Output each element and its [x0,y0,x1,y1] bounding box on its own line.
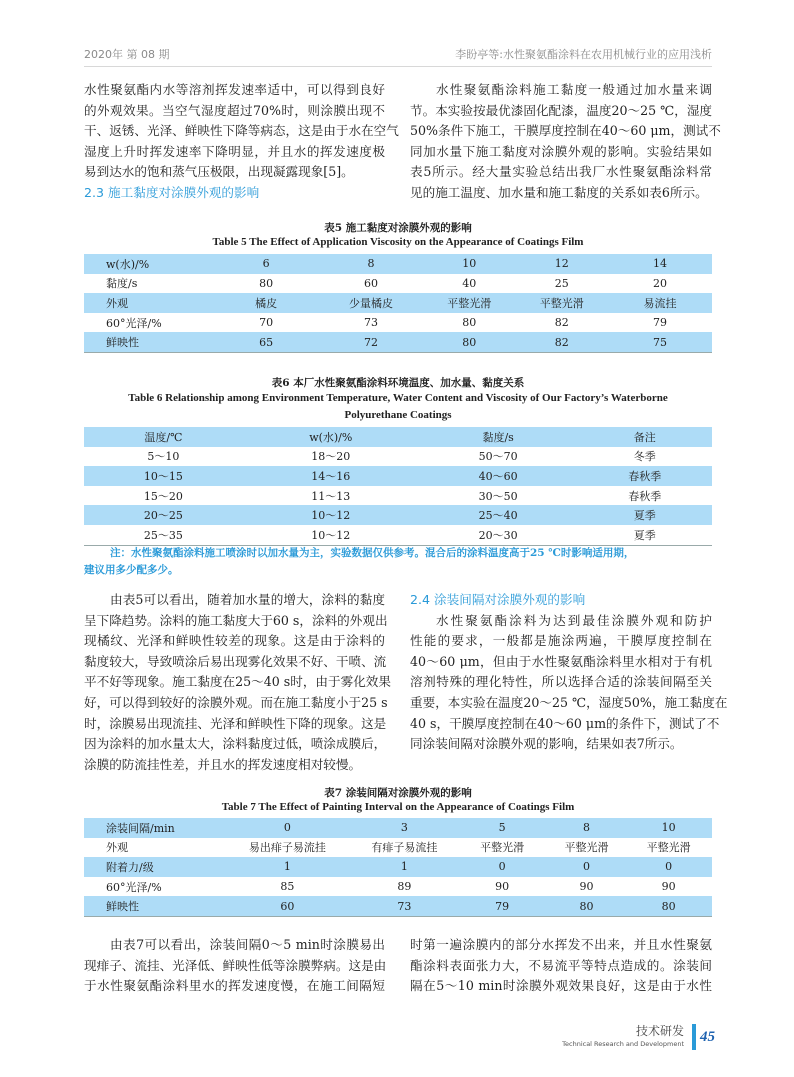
table-row [84,818,712,838]
text-line: 于水性聚氨酯涂料里水的挥发速度慢，在施工间隔短 [84,978,385,994]
table-cell: 60°光泽/% [106,316,162,330]
table-cell: 60 [222,896,352,916]
table-cell: 0 [222,818,352,838]
issue-label: 2020年 第 08 期 [84,48,170,61]
table-cell: 易流挂 [608,293,712,313]
table-row [84,274,712,294]
text-line: 时第一遍涂膜内的部分水挥发不出来，并且水性聚氨 [410,937,712,952]
table5 [84,254,712,353]
text-line: 重要，本实验在温度20～25 ℃，湿度50%，施工黏度在 [410,694,728,710]
table-cell: 90 [579,880,594,894]
text-line: 水性聚氨酯内水等溶剂挥发速率适中，可以得到良好 [84,82,385,97]
table-cell: 40 [462,276,477,290]
text-line: 平不好等现象。施工黏度在25～40 s时，由于雾化效果 [84,674,391,690]
table-cell: 50～70 [478,450,518,464]
table-cell: 20 [652,276,667,290]
text-line: 同加水量下施工黏度对涂膜外观的影响。实验结果如 [410,143,712,159]
table-cell: 1 [222,857,352,877]
column-header: 温度/℃ [84,427,243,447]
table-cell: 5～10 [147,450,180,464]
table-cell: 10～15 [84,466,243,486]
column-header: 备注 [578,427,712,447]
footer-section-cn: 技术研发 [635,1024,684,1038]
left-column-bottom [84,935,385,997]
text-line: 水性聚氨酯涂料为达到最佳涂膜外观和防护 [436,612,712,628]
table-cell: 89 [397,880,412,894]
table-cell: 1 [352,857,456,877]
table-cell: 60 [364,276,379,290]
text-line: 隔在5～10 min时涂膜外观效果良好，这是由于水性 [410,978,712,994]
table-row [84,525,712,545]
text-line: 50%条件下施工，干膜厚度控制在40～60 μm，测试不 [410,123,721,139]
table6-caption-cn: 表6 本厂水性聚氨酯涂料环境温度、加水量、黏度关系 [271,377,525,389]
table-cell: 25～35 [143,528,183,542]
table-cell: 11～13 [311,489,351,503]
table-cell: 8 [319,254,423,274]
table-cell: 5 [456,818,548,838]
text-line: 现橘纹、光泽和鲜映性较差的现象。这是由于涂料的 [84,633,385,649]
table-row [84,486,712,506]
left-column-mid [84,590,391,775]
table-cell: 少量橘皮 [319,293,423,313]
table-cell: 涂装间隔/min [84,818,222,838]
table-cell: 6 [213,254,319,274]
table-cell: 15～20 [143,489,183,503]
text-line: 同涂装间隔对涂膜外观的影响，结果如表7所示。 [410,736,683,752]
table-row [84,857,712,877]
table-cell: 73 [352,896,456,916]
header-divider [84,66,712,67]
table-row [84,293,712,313]
table-cell: 40～60 [419,466,578,486]
table-cell: 附着力/级 [84,857,222,877]
table-cell: 25 [554,276,569,290]
table-cell: 79 [456,896,548,916]
section-heading: 2.3 施工黏度对涂膜外观的影响 [84,184,260,200]
text-line: 40 s，干膜厚度控制在40～60 μm的条件下，测试了不 [410,715,720,731]
table5-caption-cn: 表5 施工黏度对涂膜外观的影响 [324,222,472,234]
table-cell: 80 [625,896,712,916]
table-cell: 外观 [106,841,128,855]
table-cell: 春秋季 [578,466,712,486]
table-cell: 65 [213,332,319,352]
table-cell: 鲜映性 [84,896,222,916]
text-line: 好，可以得到较好的涂膜外观。而在施工黏度小于25 s [84,694,388,710]
table-cell: 80 [423,332,515,352]
table-cell: 黏度/s [106,277,138,291]
table6-caption-en-2: Polyurethane Coatings [344,409,452,421]
section-heading: 2.4 涂装间隔对涂膜外观的影响 [410,592,586,607]
text-line: 涂膜的防流挂性差，并且水的挥发速度相对较慢。 [84,756,362,772]
right-column-mid [410,590,728,755]
table-cell: 14～16 [243,466,419,486]
table-cell: 60°光泽/% [106,880,162,894]
table-cell: 鲜映性 [84,332,213,352]
table-cell: 14 [608,254,712,274]
text-line: 现痱子、流挂、光泽低、鲜映性低等涂膜弊病。这是由 [84,957,387,973]
text-line: 见的施工温度、加水量和施工黏度的关系如表6所示。 [410,184,708,200]
table-cell: 90 [495,880,510,894]
table-cell: 有痱子易流挂 [371,841,438,855]
column-header: 黏度/s [419,427,578,447]
text-line: 由表7可以看出，涂装间隔0～5 min时涂膜易出 [110,937,385,952]
table-cell: 0 [456,857,548,877]
footer-section-en: Technical Research and Development [562,1040,684,1048]
table6-note-1: 注：水性聚氨酯涂料施工喷涂时以加水量为主，实验数据仅供参考。混合后的涂料温度高于25 ℃时影响适用期， [110,547,635,559]
table-cell: w(水)/% [84,254,213,274]
table-row [84,332,712,352]
text-line: 时，涂膜易出现流挂、光泽和鲜映性下降的现象。这是 [84,715,387,731]
table6 [84,427,712,546]
table-cell: 平整光滑 [480,841,525,855]
table-cell: 3 [352,818,456,838]
table-cell: 73 [364,316,379,330]
text-line: 因为涂料的加水量太大，涂料黏度过低，喷涂成膜后， [84,736,387,752]
table-cell: 25～40 [419,505,578,525]
table-cell: 10 [423,254,515,274]
column-header: w(水)/% [243,427,419,447]
table-cell: 易出痱子易流挂 [248,841,326,855]
table-cell: 82 [554,316,569,330]
table-row [84,447,712,467]
table-cell: 30～50 [478,489,518,503]
text-line: 干、返锈、光泽、鲜映性下降等病态，这是由于水在空气 [84,123,399,139]
text-line: 表5所示。经大量实验总结出我厂水性聚氨酯涂料常 [410,164,712,180]
page-number: 45 [692,1024,720,1050]
text-line: 酯涂料表面张力大，不易流平等特点造成的。涂装间 [410,957,712,973]
table-cell: 85 [280,880,295,894]
table-cell: 8 [548,818,625,838]
table-cell: 20～30 [478,528,518,542]
table7 [84,818,712,917]
text-line: 呈下降趋势。涂料的施工黏度大于60 s，涂料的外观出 [84,612,388,628]
text-line: 黏度较大，导致喷涂后易出现雾化效果不好、干喷、流 [84,653,387,669]
table-cell: 外观 [84,293,213,313]
text-line: 水性聚氨酯涂料施工黏度一般通过加水量来调 [436,82,712,97]
table-cell: 0 [625,857,712,877]
table-cell: 75 [608,332,712,352]
table-cell: 80 [259,276,274,290]
table-row [84,505,712,525]
table-row [84,427,712,447]
table6-note-2: 建议用多少配多少。 [84,564,179,576]
table-cell: 10 [625,818,712,838]
text-line: 节。本实验按最优漆固化配漆，温度20～25 ℃，湿度 [410,102,713,118]
table-cell: 春秋季 [628,489,662,503]
right-column-bottom [410,935,712,997]
table-cell: 82 [515,332,607,352]
table-cell: 72 [319,332,423,352]
table-cell: 18～20 [311,450,351,464]
text-line: 40～60 μm，但由于水性聚氨酯涂料里水相对于有机 [410,653,712,669]
text-line: 湿度上升时挥发速率下降明显，并且水的挥发速度极 [84,143,385,159]
table-row [84,254,712,274]
table7-caption-cn: 表7 涂装间隔对涂膜外观的影响 [324,787,472,799]
text-line: 性能的要求，一般都是施涂两遍，干膜厚度控制在 [410,633,712,649]
table-cell: 79 [652,316,667,330]
table-cell: 20～25 [84,505,243,525]
table-cell: 70 [259,316,274,330]
table-row [84,313,712,333]
table5-caption-en: Table 5 The Effect of Application Viscosity on the Appearance of Coatings Film [212,236,584,248]
left-column-top [84,80,399,204]
table-cell: 平整光滑 [564,841,609,855]
table-cell: 平整光滑 [423,293,515,313]
table-cell: 10～12 [311,528,351,542]
table-cell: 冬季 [633,450,656,464]
table-cell: 橘皮 [213,293,319,313]
table-cell: 12 [515,254,607,274]
text-line: 由表5可以看出，随着加水量的增大，涂料的黏度 [110,592,385,607]
right-column-top [410,80,721,204]
running-title: 李盼亭等:水性聚氨酯涂料在农用机械行业的应用浅析 [455,48,712,61]
table-row [84,466,712,486]
table-cell: 夏季 [633,528,656,542]
table-cell: 夏季 [578,505,712,525]
table-cell: 平整光滑 [646,841,691,855]
table-cell: 0 [548,857,625,877]
table-cell: 10～12 [243,505,419,525]
table-row [84,877,712,897]
table-row [84,838,712,858]
table-cell: 平整光滑 [515,293,607,313]
text-line: 易到达水的饱和蒸气压极限，出现凝露现象[5]。 [84,164,354,180]
table-cell: 90 [661,880,676,894]
table-cell: 80 [462,316,477,330]
table6-caption-en-1: Table 6 Relationship among Environment Temperature, Water Content and Viscosity of Our Factory’s Waterborne [128,392,668,404]
text-line: 溶剂特殊的理化特性，所以选择合适的涂装间隔至关 [410,674,712,690]
text-line: 的外观效果。当空气湿度超过70%时，则涂膜出现不 [84,102,385,118]
table7-caption-en: Table 7 The Effect of Painting Interval on the Appearance of Coatings Film [221,801,575,813]
table-row [84,896,712,916]
table-cell: 80 [548,896,625,916]
